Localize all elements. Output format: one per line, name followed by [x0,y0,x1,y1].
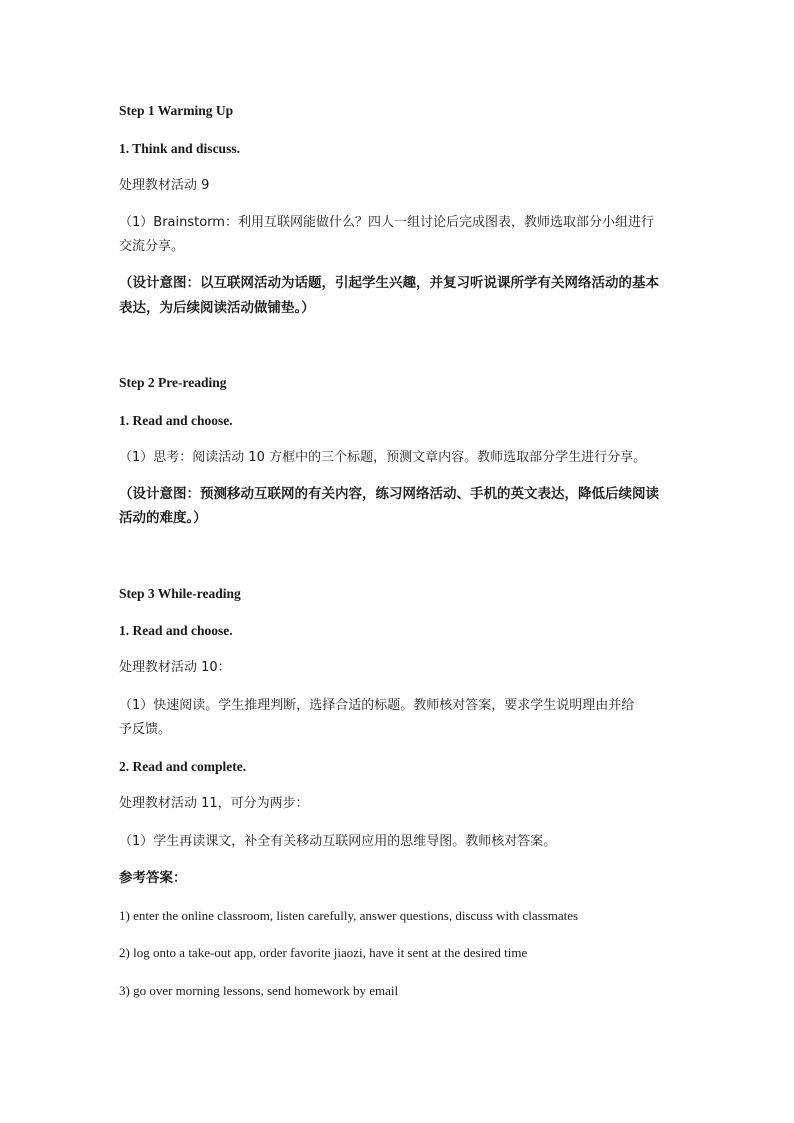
answers-label: 参考答案： [119,870,187,886]
step1-activity: 处理教材活动 9 [119,178,210,193]
step2-design-line2: 活动的难度。） [119,510,207,526]
step3-task1-title: 1. Read and choose. [119,623,233,638]
step3-item2: （1）学生再读课文，补全有关移动互联网应用的思维导图。教师核对答案。 [119,834,557,849]
step3-activity1: 处理教材活动 10： [119,660,231,675]
step3-activity2: 处理教材活动 11，可分为两步： [119,796,309,811]
step3-heading: Step 3 While-reading [119,586,241,601]
step3-item1-line1: （1）快速阅读。学生推理判断，选择合适的标题。教师核对答案，要求学生说明理由并给 [119,698,635,713]
step1-design-line1: （设计意图：以互联网活动为话题，引起学生兴趣，并复习听说课所学有关网络活动的基本 [119,275,659,291]
step2-task1-title: 1. Read and choose. [119,413,233,428]
step1-item1-line1: （1）Brainstorm：利用互联网能做什么？四人一组讨论后完成图表，教师选取部分小组进行 [119,215,654,230]
step1-heading: Step 1 Warming Up [119,103,234,118]
step1-task1-title: 1. Think and discuss. [119,141,240,156]
step1-design-line2: 表达，为后续阅读活动做铺垫。） [119,300,315,316]
step3-item1-line2: 予反馈。 [119,722,172,737]
step2-item1: （1）思考：阅读活动 10 方框中的三个标题，预测文章内容。教师选取部分学生进行分享。 [119,450,647,465]
answer-item-1: 1) enter the online classroom, listen carefully, answer questions, discuss with classmates [119,908,579,923]
step2-heading: Step 2 Pre-reading [119,375,227,390]
answer-item-2: 2) log onto a take-out app, order favorite jiaozi, have it sent at the desired time [119,945,528,960]
step2-design-line1: （设计意图：预测移动互联网的有关内容，练习网络活动、手机的英文表达，降低后续阅读 [119,486,659,502]
answer-item-3: 3) go over morning lessons, send homework by email [119,983,399,998]
step3-task2-title: 2. Read and complete. [119,759,247,774]
step1-item1-line2: 交流分享。 [119,239,185,254]
